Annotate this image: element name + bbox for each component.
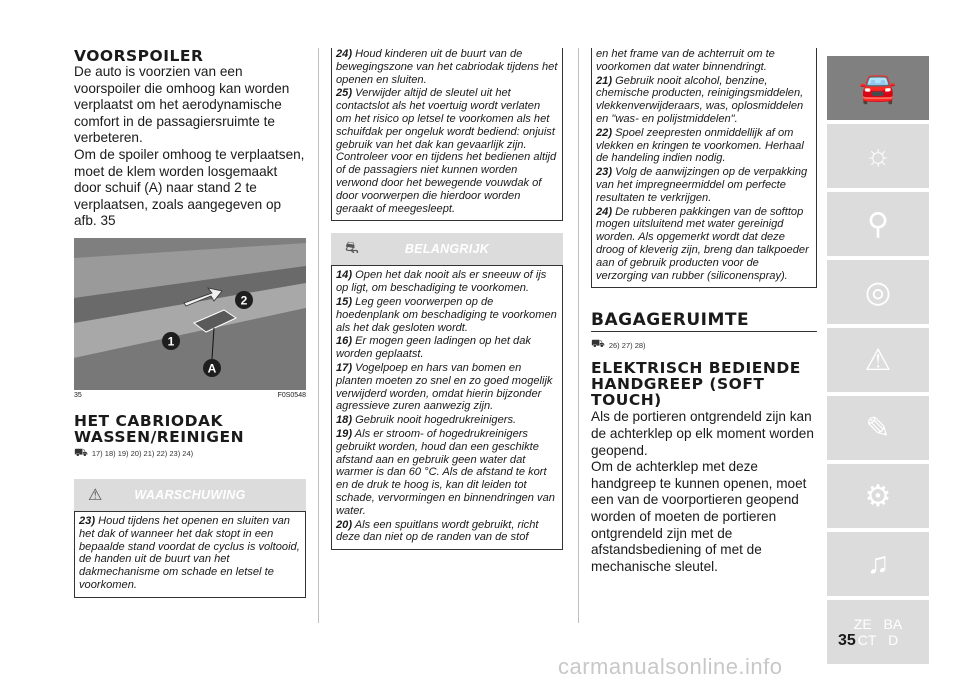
section-title-voorspoiler: VOORSPOILER: [74, 47, 204, 65]
note-text: Leg geen voorwerpen op de hoedenplank om beschadiging te voorkomen als het dak gesloten wordt.: [336, 295, 557, 334]
note-number: 20): [336, 518, 353, 531]
note-number: 19): [336, 427, 353, 440]
important-box-continued: [591, 48, 817, 288]
note-item: [596, 166, 812, 204]
note-text: Gebruik nooit alcohol, benzine, chemische producten, reinigingsmiddelen, vlekkenverwijderaars, was, oplosmiddelen en "was- en polijstmiddelen".: [596, 74, 804, 125]
note-number: 24): [336, 48, 353, 60]
note-item: [336, 269, 558, 295]
column-2: [331, 48, 563, 550]
note-number: 22): [596, 126, 613, 139]
note-number: 25): [336, 87, 353, 100]
note-text: Houd kinderen uit de buurt van de bewegingszone van het cabriodak tijdens het openen en sluiten.: [336, 48, 558, 86]
note-number: 18): [336, 414, 353, 427]
note-text: en het frame van de achterruit om te voorkomen dat water binnendringt.: [596, 48, 775, 73]
note-item: [336, 362, 558, 413]
note-item: [336, 296, 558, 334]
column-1: [74, 48, 306, 598]
seatbelt-airbag-icon: ⚲: [867, 207, 889, 241]
note-text: Open het dak nooit als er sneeuw of ijs op ligt, om beschadiging te voorkomen.: [336, 269, 547, 295]
note-text: Spoel zeepresten onmiddellijk af om vlekken en kringen te voorkomen. Herhaal de handeling indien nodig.: [596, 126, 804, 165]
paragraph: Om de achterklep met deze handgreep te kunnen openen, moet een van de voorportieren geopend worden of moeten de portieren ontgrendeld zijn met de afstandsbediening of met de mechanische sleutel.: [591, 459, 807, 574]
important-header: ⛐ BELANGRIJK: [331, 233, 563, 265]
note-number: 16): [336, 335, 353, 348]
section-title-bagageruimte: BAGAGERUIMTE: [591, 312, 817, 332]
chapter-tab[interactable]: [827, 56, 929, 120]
warning-box: [74, 511, 306, 598]
chapter-tab[interactable]: [827, 260, 929, 324]
note-text: Gebruik nooit hogedrukreinigers.: [355, 414, 517, 427]
warning-triangle-icon: ⚠: [88, 486, 103, 504]
reference-list: ⛟ 26) 27) 28): [591, 338, 646, 351]
paragraph: Als de portieren ontgrendeld zijn kan de achterklep op elk moment worden geopend.: [591, 409, 814, 458]
column-divider: [318, 48, 319, 623]
note-number: 24): [596, 205, 613, 218]
note-text: Als er stroom- of hogedrukreinigers gebruikt worden, houd dan een geschikte afstand aan en gebruik geen water dat warmer is dan 60 °C. Als de afstand te kort en de druk te hoog is, kan dit leiden tot schade, vervormingen en binnendringen van water.: [336, 427, 555, 517]
note-number: 21): [596, 74, 613, 87]
maintenance-tools-icon: ✎: [865, 411, 891, 445]
note-item: [336, 335, 558, 361]
note-text: Volg de aanwijzingen op de verpakking van het impregneermiddel om perfecte resultaten te verkrijgen.: [596, 166, 808, 204]
chapter-tabs: [827, 56, 929, 668]
note-number: 15): [336, 295, 353, 308]
note-item: [336, 519, 558, 545]
section-title-cabriodak: HET CABRIODAK WASSEN/REINIGEN: [74, 411, 245, 446]
figure-number: 35: [74, 391, 82, 399]
reference-list: ⛟ 17) 18) 19) 20) 21) 22) 23) 24): [74, 446, 194, 459]
note-item: [336, 87, 558, 215]
note-item: [596, 206, 812, 283]
paragraph: De auto is voorzien van een voorspoiler die omhoog kan worden verplaatst om het aerodynamische comfort in de passagiersruimte te verbeteren.: [74, 64, 290, 146]
technical-data-icon: ⚙: [864, 479, 892, 513]
note-item: [596, 48, 812, 74]
warning-header: ⚠ WAARSCHUWING: [74, 479, 306, 511]
note-text: Er mogen geen ladingen op het dak worden geplaatst.: [336, 335, 531, 361]
chapter-tab[interactable]: [827, 532, 929, 596]
watermark: carmanualsonline.info: [558, 654, 783, 679]
note-number: 23): [79, 514, 96, 527]
figure-label-1: 1: [167, 334, 175, 349]
chapter-tab[interactable]: [827, 464, 929, 528]
note-number: 23): [596, 166, 613, 179]
chapter-tab[interactable]: [827, 192, 929, 256]
note-text: Als een spuitlans wordt gebruikt, richt deze dan niet op de randen van de stof: [336, 518, 539, 544]
steering-key-icon: ◎: [864, 275, 892, 309]
note-number: 14): [336, 269, 353, 282]
media-icon: ♫: [866, 547, 890, 580]
chapter-tab[interactable]: [827, 396, 929, 460]
figure-label-2: 2: [240, 293, 248, 308]
chapter-tab[interactable]: [827, 124, 929, 188]
index-letters-icon: ZE BA CT D: [853, 616, 903, 648]
dashboard-lights-icon: ☼: [864, 139, 892, 172]
chapter-tab[interactable]: [827, 328, 929, 392]
warning-box-continued: [331, 48, 563, 221]
figure-caption: [74, 392, 306, 399]
car-info-icon: 🚘: [859, 71, 897, 105]
note-text: Houd tijdens het openen en sluiten van het dak of wanneer het dak stopt in een bepaalde stand voordat de cyclus is voltooid, de handen uit de buurt van het dakmechanisme om schade en letsel te voorkomen.: [79, 514, 300, 591]
note-item: [79, 515, 301, 592]
figure-label-a: A: [207, 361, 217, 376]
subsection-title-handgreep: ELEKTRISCH BEDIENDE HANDGREEP (SOFT TOUCH): [591, 359, 801, 410]
column-3: [591, 48, 817, 575]
note-item: [596, 75, 812, 126]
figure-code: F0S0548: [277, 391, 306, 399]
note-item: [336, 428, 558, 518]
paragraph: Om de spoiler omhoog te verplaatsen, moet de klem worden losgemaakt door schuif (A) naar stand 2 te verplaatsen, zoals aangegeven op afb. 35: [74, 146, 305, 229]
important-box: [331, 265, 563, 550]
note-item: [336, 414, 558, 427]
car-trunk-icon: ⛟: [591, 338, 605, 351]
note-text: Vogelpoep en hars van bomen en planten moeten zo snel en zo goed mogelijk verwijderd worden, omdat hierin bijzonder agressieve zuren aanwezig zijn.: [336, 361, 553, 413]
warning-car-icon: ⚠: [864, 343, 892, 377]
car-wash-icon: ⛟: [74, 446, 88, 459]
note-text: Verwijder altijd de sleutel uit het contactslot als het voertuig wordt verlaten om het risico op letsel te voorkomen als het schuifdak per ongeluk wordt bediend: onjuist gebruik van het dak kan gevaarlijk zijn. Controleer voor en tijdens het bedienen altijd of de passagiers niet kunnen worden verwond door het bewegende vouwdak of door voorwerpen die hierdoor worden geraakt of meegesleept.: [336, 87, 557, 215]
column-divider: [578, 48, 579, 623]
page-number: 35: [838, 632, 856, 649]
figure-35: [74, 238, 306, 390]
note-item: [596, 127, 812, 165]
note-item: [336, 48, 558, 86]
car-warning-icon: ⛐: [345, 240, 359, 258]
note-number: 17): [336, 361, 353, 374]
spoiler-illustration: [74, 238, 306, 390]
note-text: De rubberen pakkingen van de softtop mogen uitsluitend met water gereinigd worden. Als opgemerkt wordt dat deze droog of kleverig zijn, breng dan talkpoeder aan of gebruik producten voor de verzorging van rubber (siliconenspray).: [596, 205, 809, 282]
